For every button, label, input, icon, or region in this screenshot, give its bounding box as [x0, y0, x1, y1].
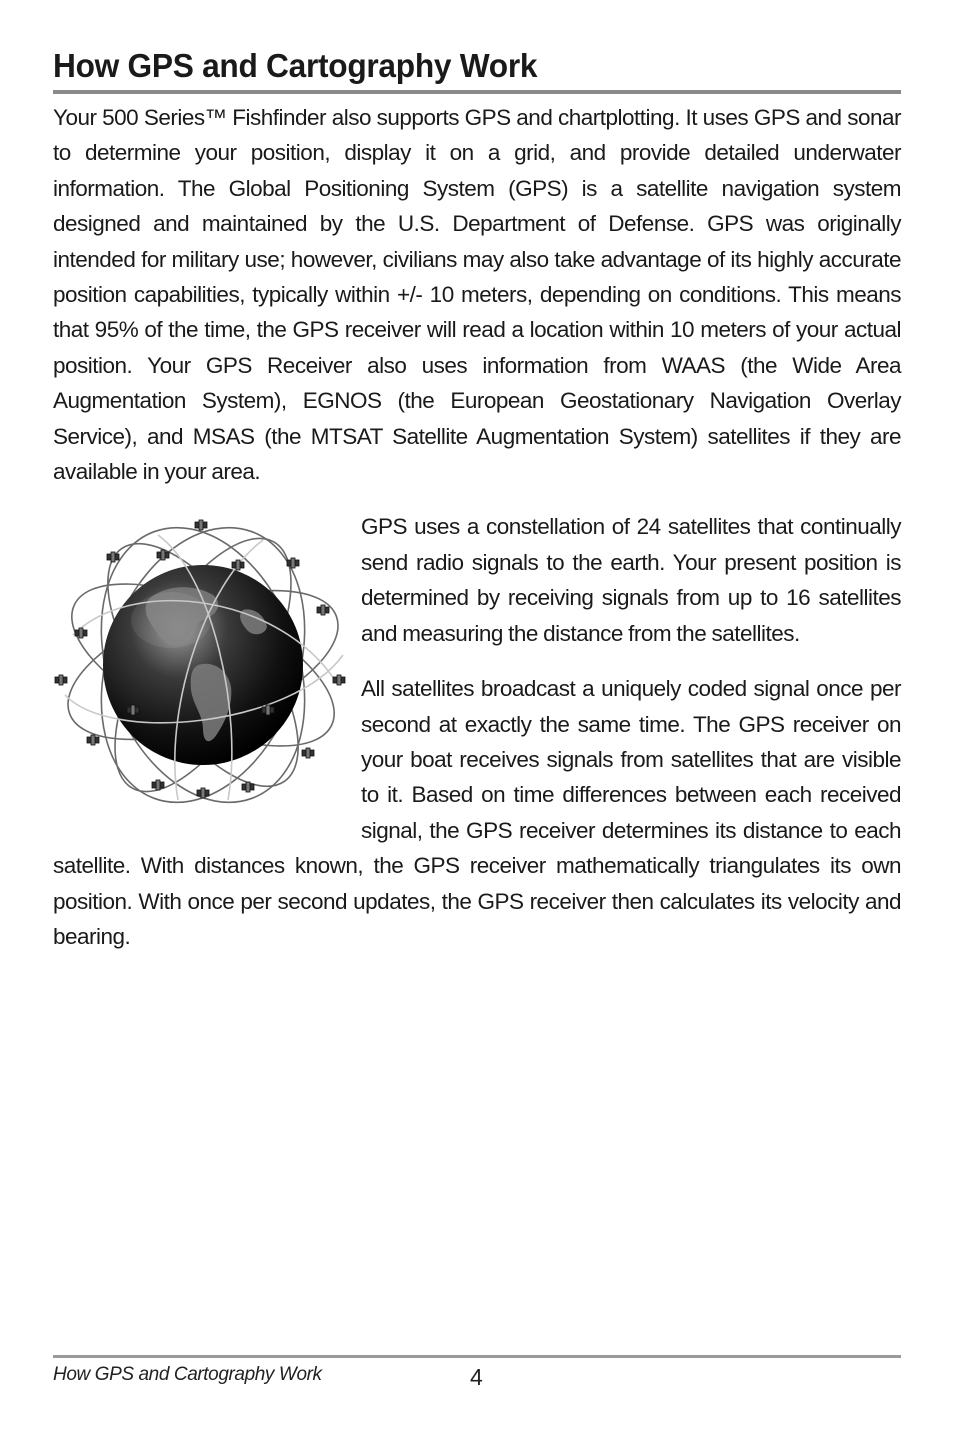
gps-constellation-figure	[53, 515, 353, 815]
footer-divider	[53, 1355, 901, 1358]
constellation-paragraph: GPS uses a constellation of 24 satellites that continually send radio signals to the earth. Your present position is determined by receiving signals from up to 16 satellites and measuring the distance from the satellites.	[361, 514, 901, 646]
page-number: 4	[470, 1364, 483, 1390]
gps-satellite-constellation-globe-icon	[53, 515, 353, 815]
manual-page	[53, 40, 901, 954]
footer-section-title: How GPS and Cartography Work	[53, 1364, 322, 1385]
constellation-section	[53, 509, 901, 954]
page-title: How GPS and Cartography Work	[53, 47, 538, 84]
signal-paragraph: All satellites broadcast a uniquely coded signal once per second at exactly the same time. The GPS receiver on your boat receives signals from satellites that are visible to it. Based on time differences between each received signal, the GPS receiver determines its distance to each satellite. With distances known, the GPS receiver mathematically triangulates its own position. With once per second updates, the GPS receiver then calculates its velocity and bearing.	[53, 676, 901, 949]
intro-paragraph: Your 500 Series™ Fishfinder also supports GPS and chartplotting. It uses GPS and sonar to determine your position, display it on a grid, and provide detailed underwater information. The Global Positioning System (GPS) is a satellite navigation system designed and maintained by the U.S. Department of Defense. GPS was originally intended for military use; however, civilians may also take advantage of its highly accurate position capabilities, typically within +/- 10 meters, depending on conditions. This means that 95% of the time, the GPS receiver will read a location within 10 meters of your actual position. Your GPS Receiver also uses information from WAAS (the Wide Area Augmentation System), EGNOS (the European Geostationary Navigation Overlay Service), and MSAS (the MTSAT Satellite Augmentation System) satellites if they are available in your area.	[53, 105, 901, 485]
title-divider	[53, 90, 901, 94]
